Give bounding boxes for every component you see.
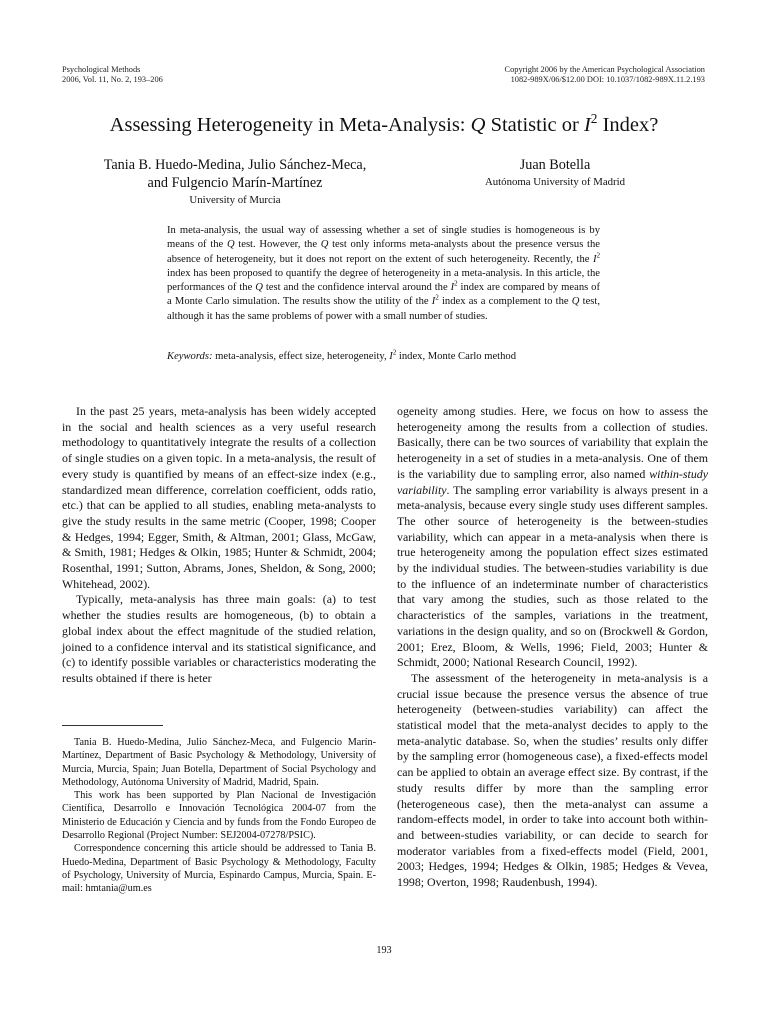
keywords: Keywords: meta-analysis, effect size, heterogeneity, $I^2$ index, Monte Carlo method (167, 349, 517, 362)
body-column-right (397, 404, 708, 891)
affiliation-right: Autónoma University of Madrid (484, 176, 626, 188)
copyright-line: Copyright 2006 by the American Psychological Association (504, 65, 705, 74)
running-header-right (504, 65, 705, 85)
page-number: 193 (376, 945, 392, 956)
paragraph: Typically, meta-analysis has three main goals: (a) to test whether the studies results are homogeneous, (b) to obtain a global index about the effect magnitude of the studied relation, joined to a confidence interval and its statistical significance, and (c) to identify possible variables or characteristics moderating the results obtained if there is heter (62, 592, 376, 685)
journal-issue: 2006, Vol. 11, No. 2, 193–206 (62, 75, 163, 84)
paragraph: ogeneity among studies. Here, we focus on how to assess the heterogeneity among the results from a collection of studies. Basically, there can be two sources of variability that explain the heterogeneity in a set of studies in a meta-analysis. One of them is the variability due to sampling error, also named within-study variability. The sampling error variability is always present in a meta-analysis, because every single study uses different samples. The other source of heterogeneity is the between-studies variability, which can appear in a meta-analysis when there is true heterogeneity among the population effect sizes estimated by the individual studies. The between-studies variability is due to the influence of an indeterminate number of characteristics that vary among the studies, such as those related to the characteristics of the samples, variations in the treatment, variations in the design quality, and so on (Brockwell & Gordon, 2001; Erez, Bloom, & Wells, 1996; Field, 2003; Hunter & Schmidt, 2000; National Research Council, 1992). (397, 404, 708, 670)
running-header-left (62, 65, 163, 85)
article-title: Assessing Heterogeneity in Meta-Analysis: Q Statistic or $I^2$ Index? (109, 111, 659, 136)
paragraph: In the past 25 years, meta-analysis has been widely accepted in the social and health sciences as a very useful research methodology to quantitatively integrate the results of a collection of single studies on a given topic. In a meta-analysis, the result of every study is quantified by means of an effect-size index (e.g., standardized mean difference, correlation coefficient, odds ratio, etc.) that can be applied to all studies, enabling meta-analysts to give the study results in the same metric (Cooper, 1998; Cooper & Hedges, 1994; Egger, Smith, & Altman, 2001; Glass, McGaw, & Smith, 1981; Hedges & Olkin, 1985; Hunter & Schmidt, 2004; Rosenthal, 1991; Sutton, Abrams, Jones, Sheldon, & Song, 2000; Whitehead, 2002). (62, 404, 376, 591)
abstract: In meta-analysis, the usual way of assessing whether a set of single studies is homogeneous is by means of the Q test. However, the Q test only informs meta-analysts about the presence versus the absence of heterogeneity, but it does not report on the extent of such heterogeneity. Recently, the $I^2$ index has been proposed to quantify the degree of heterogeneity in a meta-analysis. In this article, the performances of the Q test and the confidence interval around the $I^2$ index are compared by means of a Monte Carlo simulation. The results show the utility of the $I^2$ index as a complement to the Q test, although it has the same problems of power with a small number of studies. (167, 225, 601, 322)
author-right: Juan Botella (519, 157, 591, 173)
footnote-correspondence: Correspondence concerning this article should be addressed to Tania B. Huedo-Medina, Department of Basic Psychology & Methodology, Faculty of Psychology, University of Murcia, Espinardo Campus, Murcia, Spain. E-mail: hmtania@um.es (62, 843, 376, 895)
paragraph: The assessment of the heterogeneity in meta-analysis is a crucial issue because the presence versus the absence of true heterogeneity (between-studies variability) can affect the statistical model that the meta-analyst decides to apply to the meta-analytic database. So, when the studies’ results only differ by the sampling error (homogeneous case), a fixed-effects model can be applied to obtain an average effect size. By contrast, if the study results differ by more than the sampling error (heterogeneous case), then the meta-analyst can assume a random-effects model, in order to take into account both within- and between-studies variability, or can decide to search for moderator variables from a fixed-effects model (Field, 2001, 2003; Hedges, 1994; Hedges & Olkin, 1985; Hedges & Vevea, 1998; Overton, 1998; Raudenbush, 1994). (397, 670, 708, 890)
footnote-divider (62, 725, 163, 726)
footnote-affiliations: Tania B. Huedo-Medina, Julio Sánchez-Meca, and Fulgencio Marín-Martínez, Department of Basic Psychology & Methodology, University of Murcia, Murcia, Spain; Juan Botella, Department of Social Psychology and Methodology, Autónoma University of Madrid, Madrid, Spain. (62, 737, 376, 788)
journal-name: Psychological Methods (62, 65, 141, 74)
keywords-label: Keywords: (167, 351, 213, 362)
affiliation-left: University of Murcia (189, 194, 281, 206)
body-column-left (62, 404, 376, 687)
footnotes (62, 736, 376, 896)
authors-left: Tania B. Huedo-Medina, Julio Sánchez-Meca, and Fulgencio Marín-Martínez (103, 157, 367, 191)
doi-line: 1082-989X/06/$12.00 DOI: 10.1037/1082-989X.11.2.193 (510, 75, 705, 84)
footnote-funding: This work has been supported by Plan Nacional de Investigación Científica, Desarrollo e Innovación Tecnológica 2004-07 from the Ministerio de Educación y Ciencia and by funds from the Fondo Europeo de Desarrollo Regional (Project Number: SEJ2004-07278/PSIC). (62, 790, 376, 842)
